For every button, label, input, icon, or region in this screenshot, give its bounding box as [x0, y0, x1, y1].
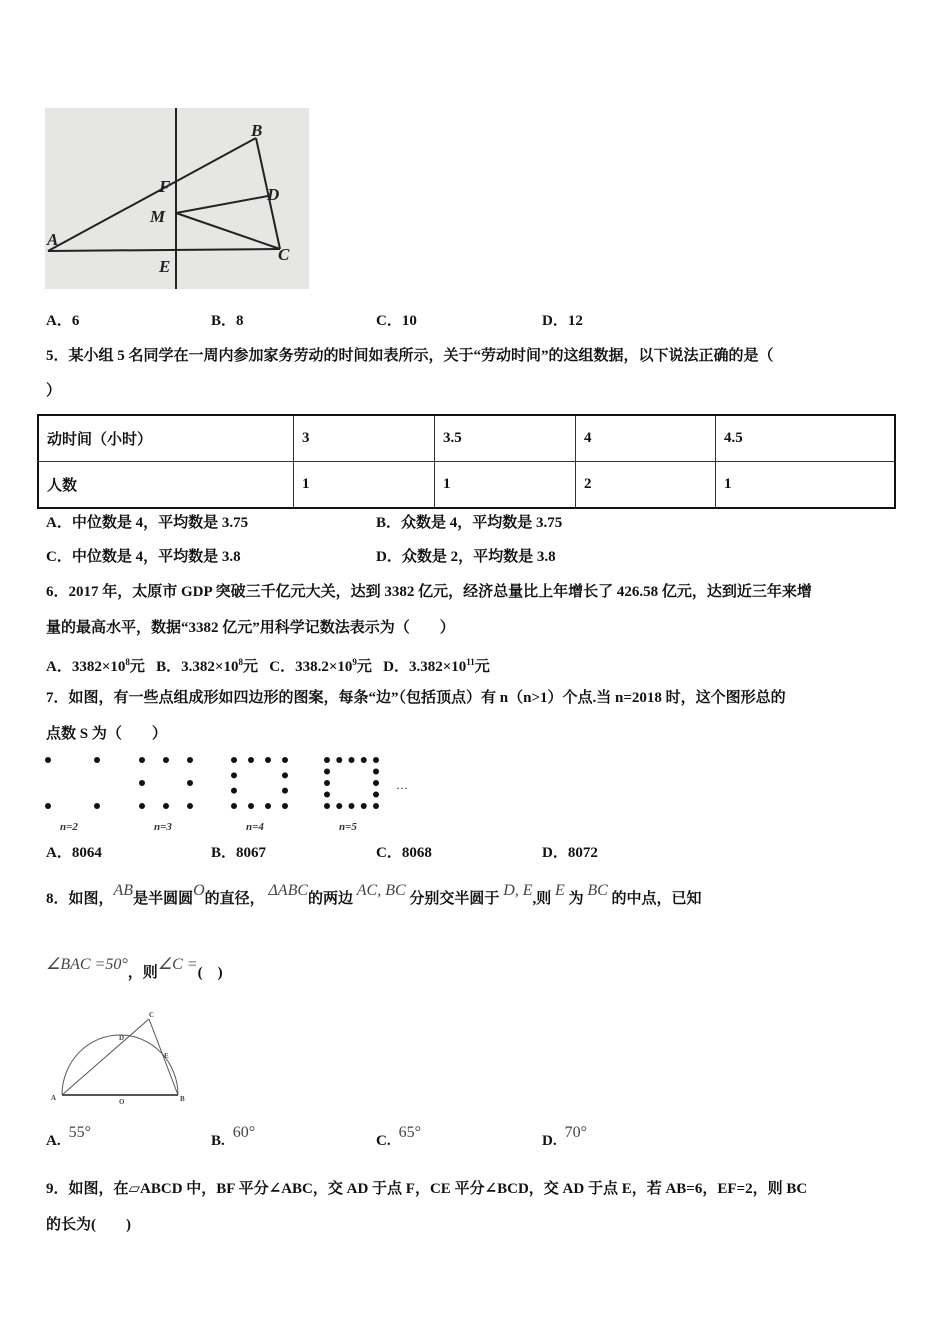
- dot: [349, 803, 355, 809]
- label-o: O: [119, 1098, 125, 1106]
- q8-line2: ∠BAC =50°，则∠C =( ): [46, 956, 223, 981]
- q7-dot-patterns: [40, 750, 440, 840]
- q7-option-b[interactable]: B．8067: [211, 845, 267, 861]
- dot: [373, 780, 379, 786]
- q9-line1: 9．如图，在▱ABCD 中，BF 平分∠ABC，交 AD 于点 F，CE 平分∠BCD，交 AD 于点 E，若 AB=6，EF=2，则 BC: [46, 1181, 808, 1197]
- table-cell: 人数: [38, 462, 294, 509]
- label-c: C: [149, 1011, 155, 1019]
- dot: [336, 757, 342, 763]
- dot: [282, 803, 288, 809]
- dot: [187, 803, 193, 809]
- q4-option-b[interactable]: B．8: [211, 313, 244, 329]
- q6-option-b[interactable]: B．$3.382\times 10^8$元: [156, 657, 258, 675]
- dot: [45, 803, 51, 809]
- q5-option-b[interactable]: B．众数是 4，平均数是 3.75: [376, 515, 563, 531]
- dot: [361, 803, 367, 809]
- q6-options: [46, 653, 490, 676]
- label-a: A: [51, 1094, 57, 1102]
- pattern-label: n=5: [339, 821, 357, 833]
- dot: [324, 757, 330, 763]
- q6-option-a[interactable]: A．$3382\times 10^8$元: [46, 657, 145, 675]
- dot: [187, 780, 193, 786]
- pattern-label: n=3: [154, 821, 172, 833]
- table-row: [38, 462, 895, 509]
- label-d: D: [267, 185, 280, 204]
- table-row: [38, 415, 895, 462]
- q7-option-a[interactable]: A．8064: [46, 845, 102, 861]
- q8-option-c[interactable]: C. 65°: [376, 1124, 421, 1149]
- pattern-label: n=2: [60, 821, 78, 833]
- label-f: F: [159, 177, 171, 196]
- label-e: E: [164, 1052, 169, 1060]
- q7-line2: 点数 S 为（ ）: [46, 726, 167, 742]
- q6-option-d[interactable]: D．$3.382\times 10^{11}$元: [383, 657, 490, 675]
- q6-line2: 量的最高水平，数据“3382 亿元”用科学记数法表示为（ ）: [46, 620, 455, 636]
- label-d: D: [119, 1034, 125, 1042]
- dot: [324, 792, 330, 798]
- table-cell: 1: [294, 462, 435, 509]
- label-m: M: [150, 207, 166, 226]
- table-cell: 动时间（小时）: [38, 415, 294, 462]
- dot: [324, 769, 330, 775]
- q5-option-c[interactable]: C．中位数是 4，平均数是 3.8: [46, 549, 241, 565]
- q8-semicircle-figure: [45, 1008, 195, 1108]
- dot: [248, 803, 254, 809]
- dot: [282, 788, 288, 794]
- dot: [265, 757, 271, 763]
- label-c: C: [278, 245, 290, 264]
- dot: [187, 757, 193, 763]
- q7-line1: 7．如图，有一些点组成形如四边形的图案，每条“边”（包括顶点）有 n（n>1）个点.当 n=2018 时，这个图形总的: [46, 690, 786, 706]
- dot: [282, 757, 288, 763]
- q5-option-d[interactable]: D．众数是 2，平均数是 3.8: [376, 549, 556, 565]
- table-cell: 1: [716, 462, 896, 509]
- q7-option-c[interactable]: C．8068: [376, 845, 432, 861]
- dot: [94, 803, 100, 809]
- table-cell: 4.5: [716, 415, 896, 462]
- q6-line1: 6．2017 年，太原市 GDP 突破三千亿元大关，达到 3382 亿元，经济总量比上年增长了 426.58 亿元，达到近三年来增: [46, 584, 812, 600]
- figure-triangle-photo: [45, 108, 309, 289]
- dot: [324, 803, 330, 809]
- dot: [94, 757, 100, 763]
- dot: [336, 803, 342, 809]
- dot: [139, 780, 145, 786]
- dot: [373, 757, 379, 763]
- q8-option-d[interactable]: D. 70°: [542, 1124, 587, 1149]
- table-cell: 4: [576, 415, 716, 462]
- ellipsis: …: [396, 778, 408, 792]
- q6-option-c[interactable]: C．$338.2\times 10^9$元: [269, 657, 372, 675]
- dot: [163, 803, 169, 809]
- dot: [373, 769, 379, 775]
- q5-option-a[interactable]: A．中位数是 4，平均数是 3.75: [46, 515, 249, 531]
- table-cell: 2: [576, 462, 716, 509]
- pattern-label: n=4: [246, 821, 264, 833]
- q4-option-d[interactable]: D．12: [542, 313, 583, 329]
- dot: [373, 792, 379, 798]
- dot: [324, 780, 330, 786]
- dot: [163, 757, 169, 763]
- dot: [349, 757, 355, 763]
- q8-line1: 8．如图，AB是半圆圆O的直径， ΔABC的两边 AC, BC 分别交半圆于 D, E,则 E 为 BC 的中点，已知: [46, 882, 702, 907]
- dot: [231, 757, 237, 763]
- table-cell: 1: [435, 462, 576, 509]
- dot: [139, 757, 145, 763]
- dot: [45, 757, 51, 763]
- q8-option-a[interactable]: A. 55°: [46, 1124, 91, 1149]
- table-cell: 3: [294, 415, 435, 462]
- q5-stem: 5．某小组 5 名同学在一周内参加家务劳动的时间如表所示，关于“劳动时间”的这组数据，以下说法正确的是（: [46, 348, 774, 364]
- dot: [139, 803, 145, 809]
- label-e: E: [159, 257, 171, 276]
- table-cell: 3.5: [435, 415, 576, 462]
- dot: [231, 772, 237, 778]
- dot: [248, 757, 254, 763]
- label-b: B: [251, 121, 263, 140]
- dot: [282, 772, 288, 778]
- dot: [231, 803, 237, 809]
- dot: [231, 788, 237, 794]
- q4-option-c[interactable]: C．10: [376, 313, 417, 329]
- dot: [373, 803, 379, 809]
- dot: [361, 757, 367, 763]
- q7-option-d[interactable]: D．8072: [542, 845, 598, 861]
- label-b: B: [180, 1095, 185, 1103]
- label-a: A: [47, 230, 59, 249]
- q8-option-b[interactable]: B. 60°: [211, 1124, 256, 1149]
- q5-stem-end: ）: [46, 383, 62, 399]
- q4-option-a[interactable]: A．6: [46, 313, 80, 329]
- q9-line2: 的长为( ): [46, 1217, 131, 1233]
- q5-table: [37, 414, 896, 509]
- dot: [265, 803, 271, 809]
